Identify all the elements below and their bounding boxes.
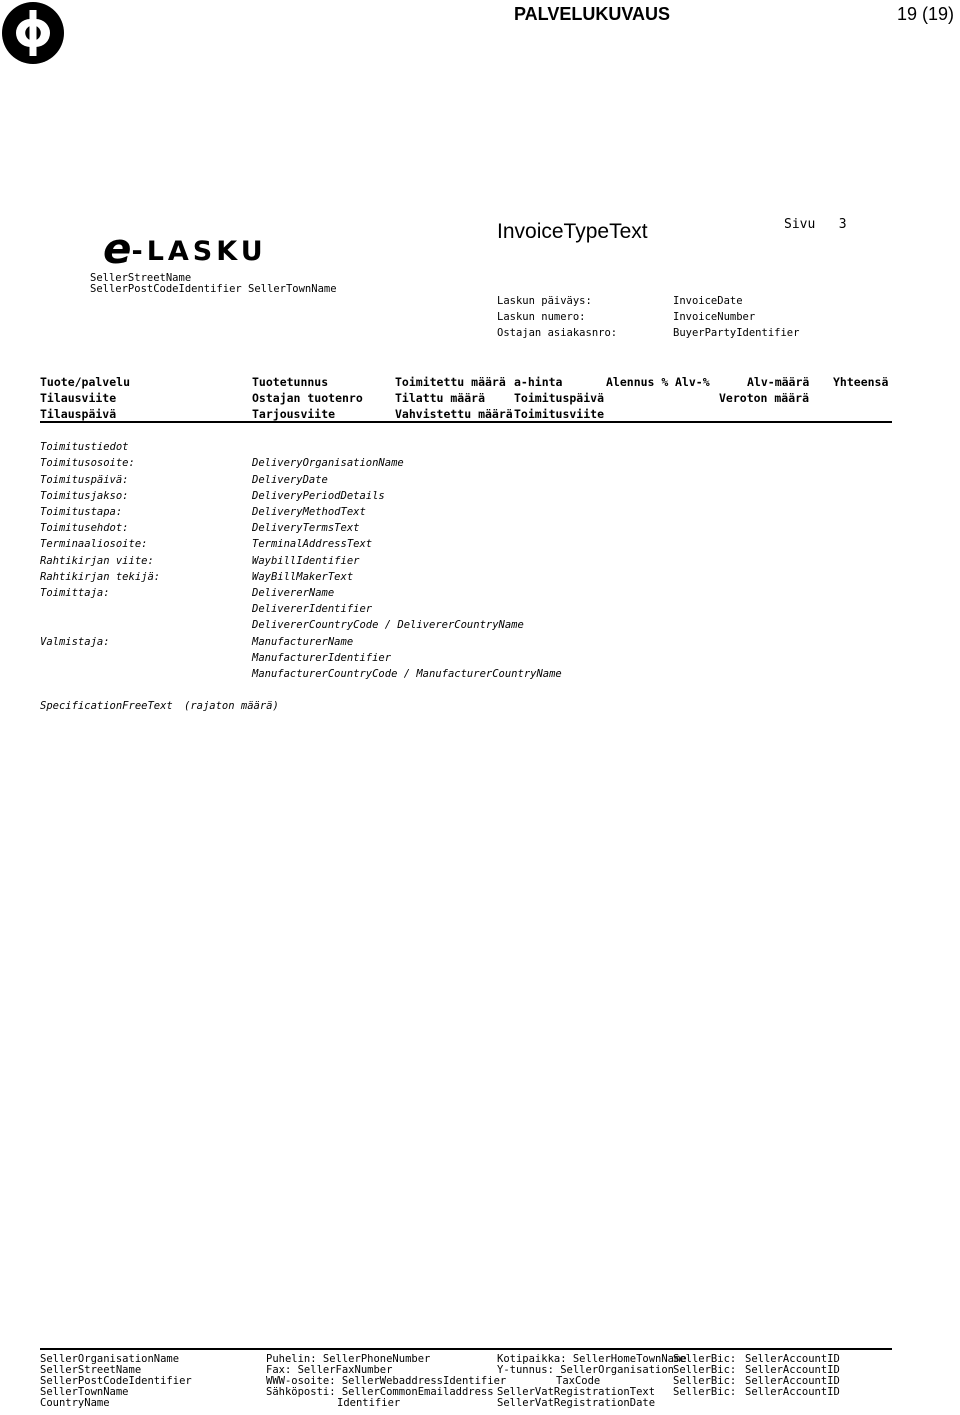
sivu-label [784, 217, 847, 232]
footer-seller-street: SellerStreetName [40, 1364, 142, 1376]
invoice-type-title: InvoiceTypeText [497, 220, 648, 243]
footer-account: SellerAccountID [745, 1364, 840, 1376]
invoice-date-label: Laskun päiväys: [497, 295, 592, 307]
col-total: Yhteensä [833, 375, 889, 389]
col-discount: Alennus % [606, 375, 669, 389]
delivery-value: WayBillMakerText [252, 571, 354, 583]
col-buyer-product-no: Ostajan tuotenro [252, 391, 363, 405]
delivery-value: DelivererIdentifier [252, 603, 373, 615]
delivery-label: Valmistaja: [40, 636, 110, 648]
header-divider [40, 421, 892, 423]
footer-fax: Fax: SellerFaxNumber [266, 1364, 393, 1376]
delivery-label: Toimitusosoite: [40, 457, 135, 469]
elasku-logo [103, 224, 267, 273]
footer-bic: SellerBic: [673, 1353, 737, 1365]
delivery-label: Toimittaja: [40, 587, 110, 599]
delivery-label: Toimitusehdot: [40, 522, 129, 534]
footer-seller-town: SellerTownName [40, 1386, 129, 1398]
col-product-code: Tuotetunnus [252, 375, 329, 389]
delivery-value: DelivererCountryCode / DelivererCountryName [252, 619, 524, 631]
delivery-value: DeliveryMethodText [252, 506, 366, 518]
elasku-logo-rest: -LASKU [131, 236, 267, 267]
footer-email: Sähköposti: SellerCommonEmailaddress [266, 1386, 494, 1398]
buyer-id-value: BuyerPartyIdentifier [673, 327, 800, 339]
delivery-label: Toimitustapa: [40, 506, 123, 518]
col-vat-amount: Alv-määrä [747, 375, 810, 389]
col-confirmed-qty: Vahvistettu määrä [395, 407, 513, 421]
delivery-value: ManufacturerIdentifier [252, 652, 392, 664]
footer-account: SellerAccountID [745, 1386, 840, 1398]
specification-note: (rajaton määrä) [184, 700, 279, 712]
invoice-number-value: InvoiceNumber [673, 311, 756, 323]
delivery-value: ManufacturerCountryCode / ManufacturerCountryName [252, 668, 562, 680]
delivery-value: DeliveryPeriodDetails [252, 490, 385, 502]
specification-label: SpecificationFreeText [40, 700, 173, 712]
col-net-amount: Veroton määrä [719, 391, 810, 405]
footer-bic: SellerBic: [673, 1386, 737, 1398]
footer-account: SellerAccountID [745, 1353, 840, 1365]
footer-www: WWW-osoite: SellerWebaddressIdentifier [266, 1375, 507, 1387]
footer-bic: SellerBic: [673, 1364, 737, 1376]
delivery-value: WaybillIdentifier [252, 555, 360, 567]
delivery-heading: Toimitustiedot [40, 441, 129, 453]
sivu-text: Sivu [784, 217, 816, 232]
footer-divider [40, 1348, 892, 1350]
col-order-ref: Tilausviite [40, 391, 117, 405]
delivery-label: Toimituspäivä: [40, 474, 129, 486]
col-product: Tuote/palvelu [40, 375, 131, 389]
footer-account: SellerAccountID [745, 1375, 840, 1387]
sivu-value: 3 [838, 217, 847, 232]
buyer-id-label: Ostajan asiakasnro: [497, 327, 618, 339]
delivery-value: DeliveryTermsText [252, 522, 360, 534]
footer-vat-date: SellerVatRegistrationDate [497, 1397, 656, 1409]
seller-street: SellerStreetName [90, 272, 192, 284]
col-delivery-ref: Toimitusviite [514, 407, 605, 421]
delivery-label: Toimitusjakso: [40, 490, 129, 502]
col-unit-price: a-hinta [514, 375, 563, 389]
footer-country: CountryName [40, 1397, 110, 1409]
footer-ytunnus: Y-tunnus: SellerOrganisation [497, 1364, 675, 1376]
footer-hometown: Kotipaikka: SellerHomeTownName [497, 1353, 687, 1365]
delivery-value: DelivererName [252, 587, 335, 599]
footer-taxcode: TaxCode [556, 1375, 601, 1387]
footer-email-cont: Identifier [337, 1397, 401, 1409]
col-offer-ref: Tarjousviite [252, 407, 336, 421]
footer-seller-postcode: SellerPostCodeIdentifier [40, 1375, 192, 1387]
footer-seller-name: SellerOrganisationName [40, 1353, 180, 1365]
delivery-value: DeliveryOrganisationName [252, 457, 404, 469]
delivery-label: Terminaaliosoite: [40, 538, 148, 550]
footer-vat-text: SellerVatRegistrationText [497, 1386, 656, 1398]
invoice-date-value: InvoiceDate [673, 295, 743, 307]
delivery-value: TerminalAddressText [252, 538, 373, 550]
page-number: 19 (19) [897, 4, 955, 24]
page-header-title: PALVELUKUVAUS [514, 4, 671, 24]
invoice-number-label: Laskun numero: [497, 311, 586, 323]
footer-phone: Puhelin: SellerPhoneNumber [266, 1353, 431, 1365]
op-logo-icon [2, 2, 64, 64]
delivery-value: DeliveryDate [252, 474, 328, 486]
delivery-label: Rahtikirjan tekijä: [40, 571, 161, 583]
delivery-value: ManufacturerName [252, 636, 354, 648]
seller-post-town: SellerPostCodeIdentifier SellerTownName [90, 283, 337, 295]
col-delivered-qty: Toimitettu määrä [395, 375, 506, 389]
col-order-date: Tilauspäivä [40, 407, 117, 421]
footer-bic: SellerBic: [673, 1375, 737, 1387]
col-delivery-date: Toimituspäivä [514, 391, 605, 405]
col-ordered-qty: Tilattu määrä [395, 391, 486, 405]
col-vat-percent: Alv-% [675, 375, 710, 389]
delivery-label: Rahtikirjan viite: [40, 555, 154, 567]
elasku-logo-e: e [103, 224, 132, 273]
